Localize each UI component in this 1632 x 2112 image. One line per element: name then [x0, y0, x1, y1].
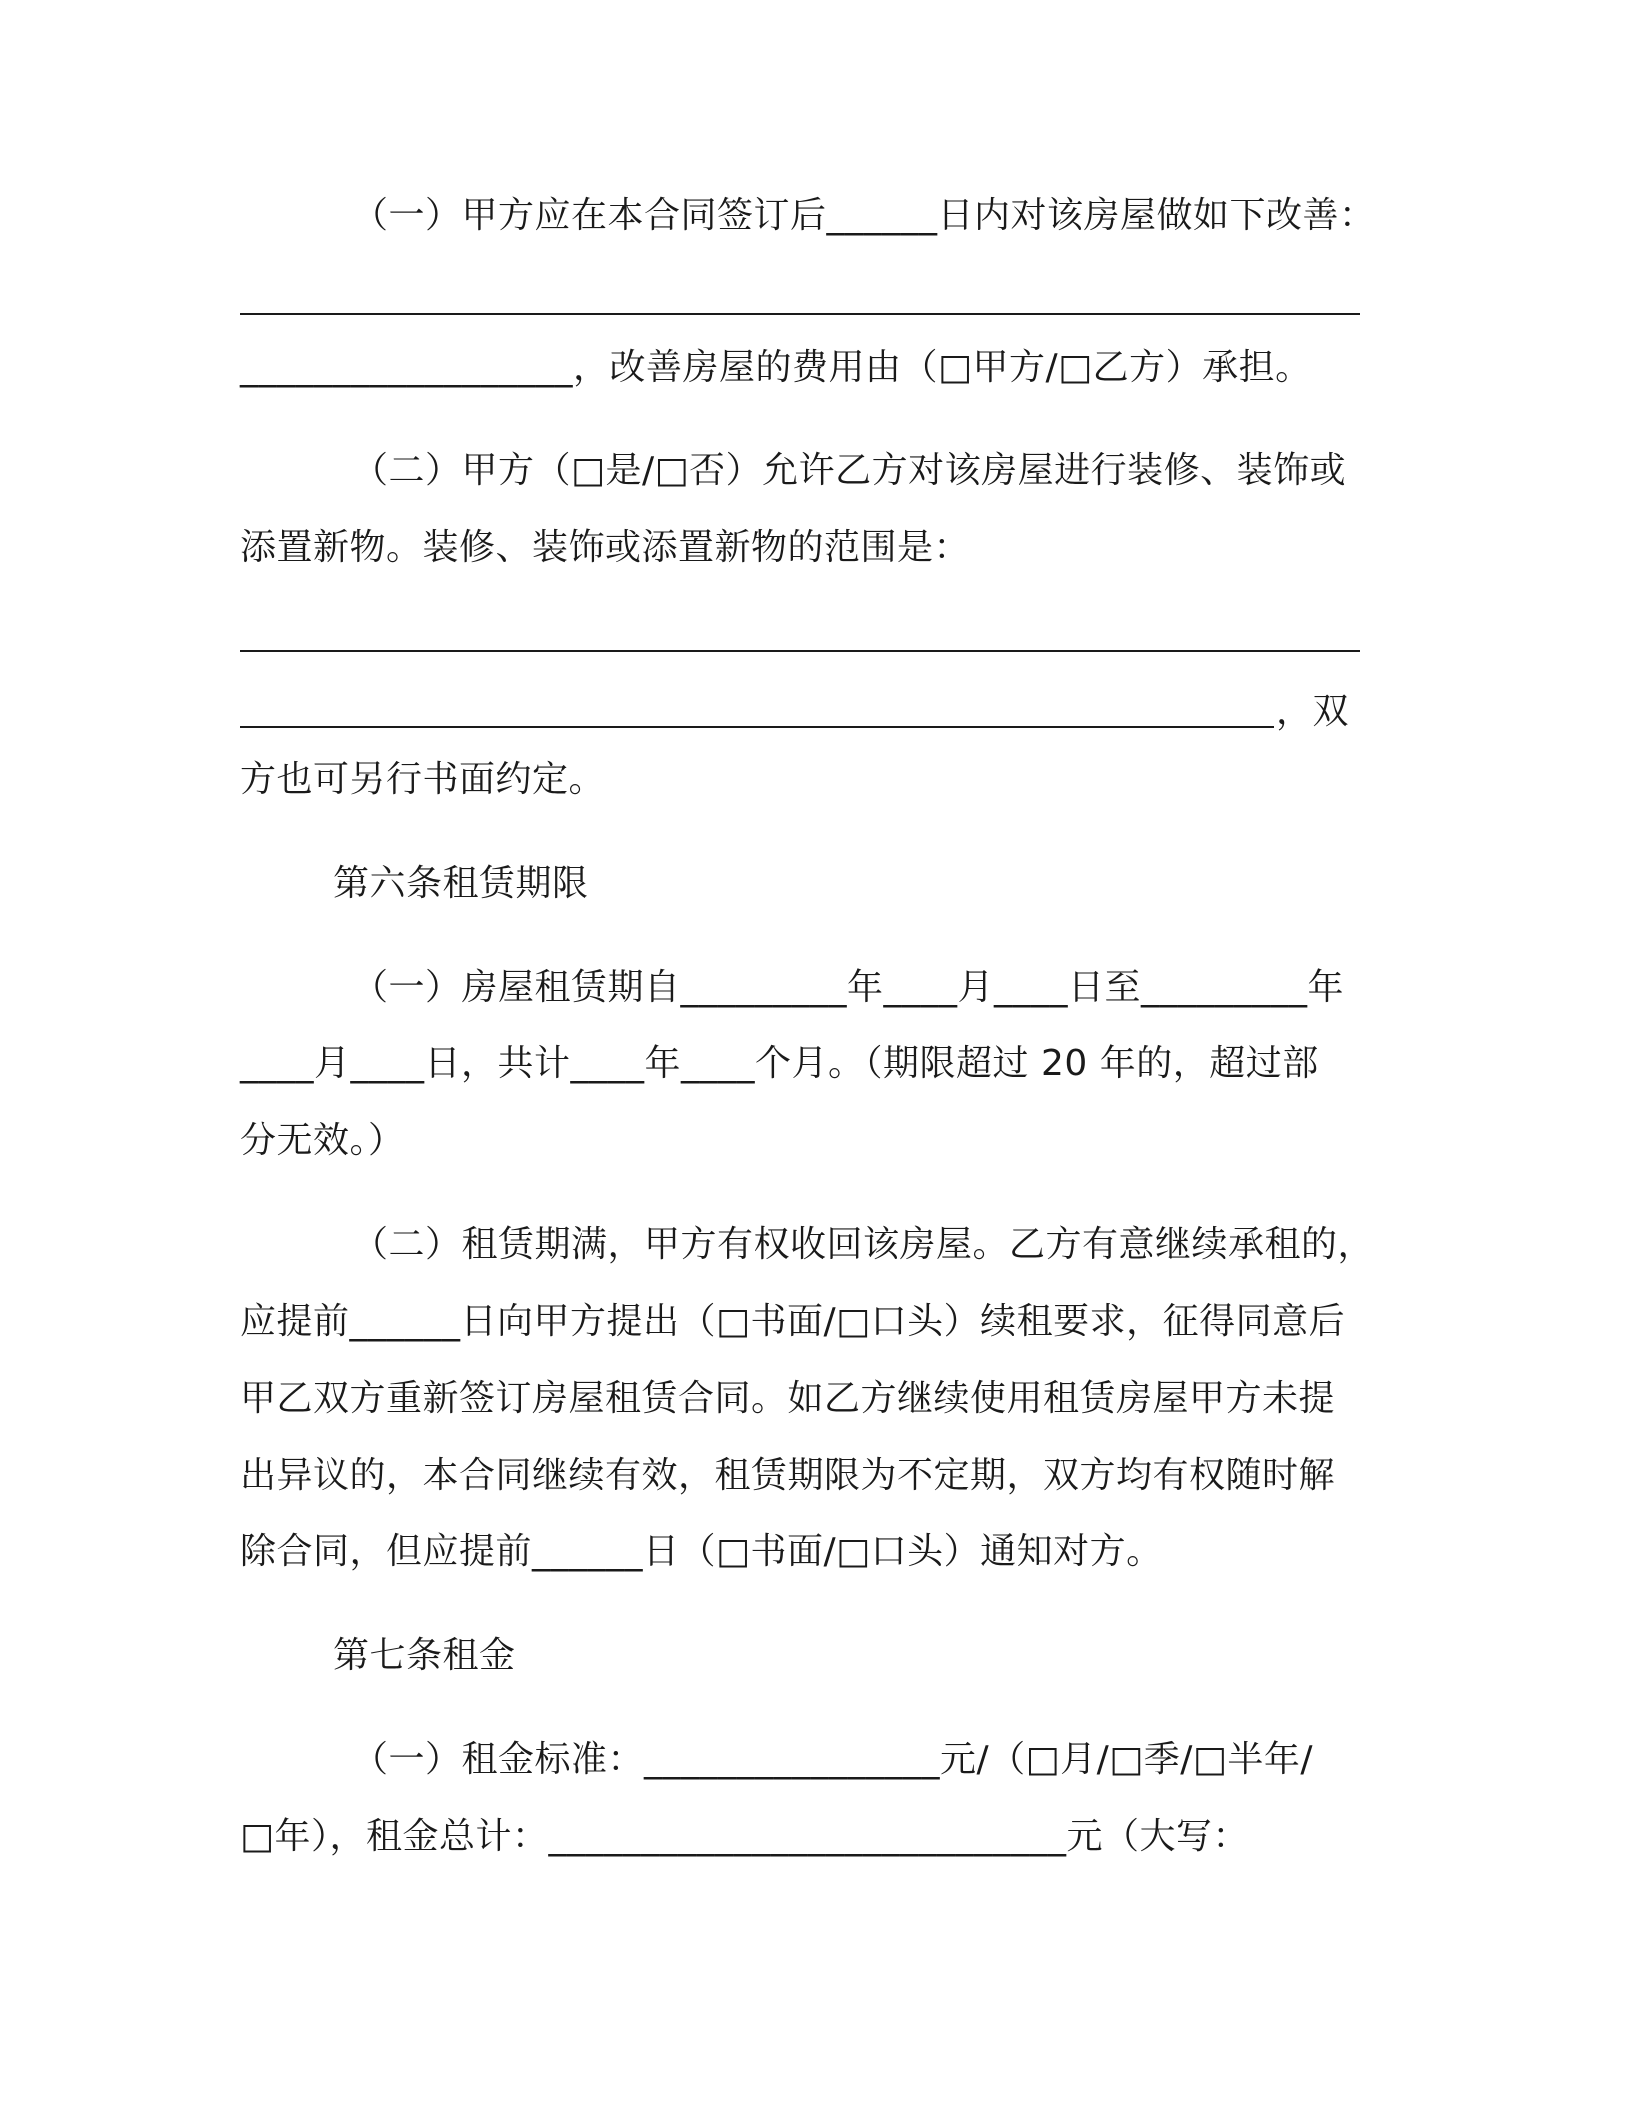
- clause-5-1-line-1: （一）甲方应在本合同签订后______日内对该房屋做如下改善：: [352, 195, 1376, 236]
- clause-6-2-line-4: 出异议的，本合同继续有效，租赁期限为不定期，双方均有权随时解: [240, 1455, 1336, 1496]
- clause-6-1-line-3: 分无效。）: [240, 1120, 405, 1161]
- clause-6-1-line-2: ____月____日，共计____年____个月。（期限超过 20 年的，超过部: [240, 1043, 1319, 1084]
- clause-7-1-line-2: □年），租金总计：____________________________元（大写：: [240, 1816, 1250, 1857]
- article-6-heading: 第六条租赁期限: [333, 863, 589, 904]
- blank-fill-line: [240, 313, 1360, 315]
- blank-fill-line: [240, 726, 1274, 728]
- clause-6-2-line-5: 除合同，但应提前______日（□书面/□口头）通知对方。: [240, 1531, 1163, 1572]
- clause-5-2-line-4: 方也可另行书面约定。: [240, 759, 606, 800]
- clause-5-2-line-2: 添置新物。装修、装饰或添置新物的范围是：: [240, 527, 971, 568]
- clause-6-2-line-1: （二）租赁期满，甲方有权收回该房屋。乙方有意继续承租的，: [352, 1224, 1375, 1265]
- clause-6-1-line-1: （一）房屋租赁期自_________年____月____日至_________年: [352, 967, 1345, 1008]
- clause-7-1-line-1: （一）租金标准：________________元/（□月/□季/□半年/: [352, 1739, 1314, 1780]
- clause-5-2-line-3: ，双: [1276, 691, 1350, 732]
- article-7-heading: 第七条租金: [333, 1635, 516, 1676]
- clause-5-2-line-1: （二）甲方（□是/□否）允许乙方对该房屋进行装修、装饰或: [352, 450, 1347, 491]
- clause-5-1-line-2: __________________，改善房屋的费用由（□甲方/□乙方）承担。: [240, 347, 1312, 388]
- clause-6-2-line-2: 应提前______日向甲方提出（□书面/□口头）续租要求，征得同意后: [240, 1301, 1346, 1342]
- blank-fill-line: [240, 650, 1360, 652]
- clause-6-2-line-3: 甲乙双方重新签订房屋租赁合同。如乙方继续使用租赁房屋甲方未提: [240, 1378, 1336, 1419]
